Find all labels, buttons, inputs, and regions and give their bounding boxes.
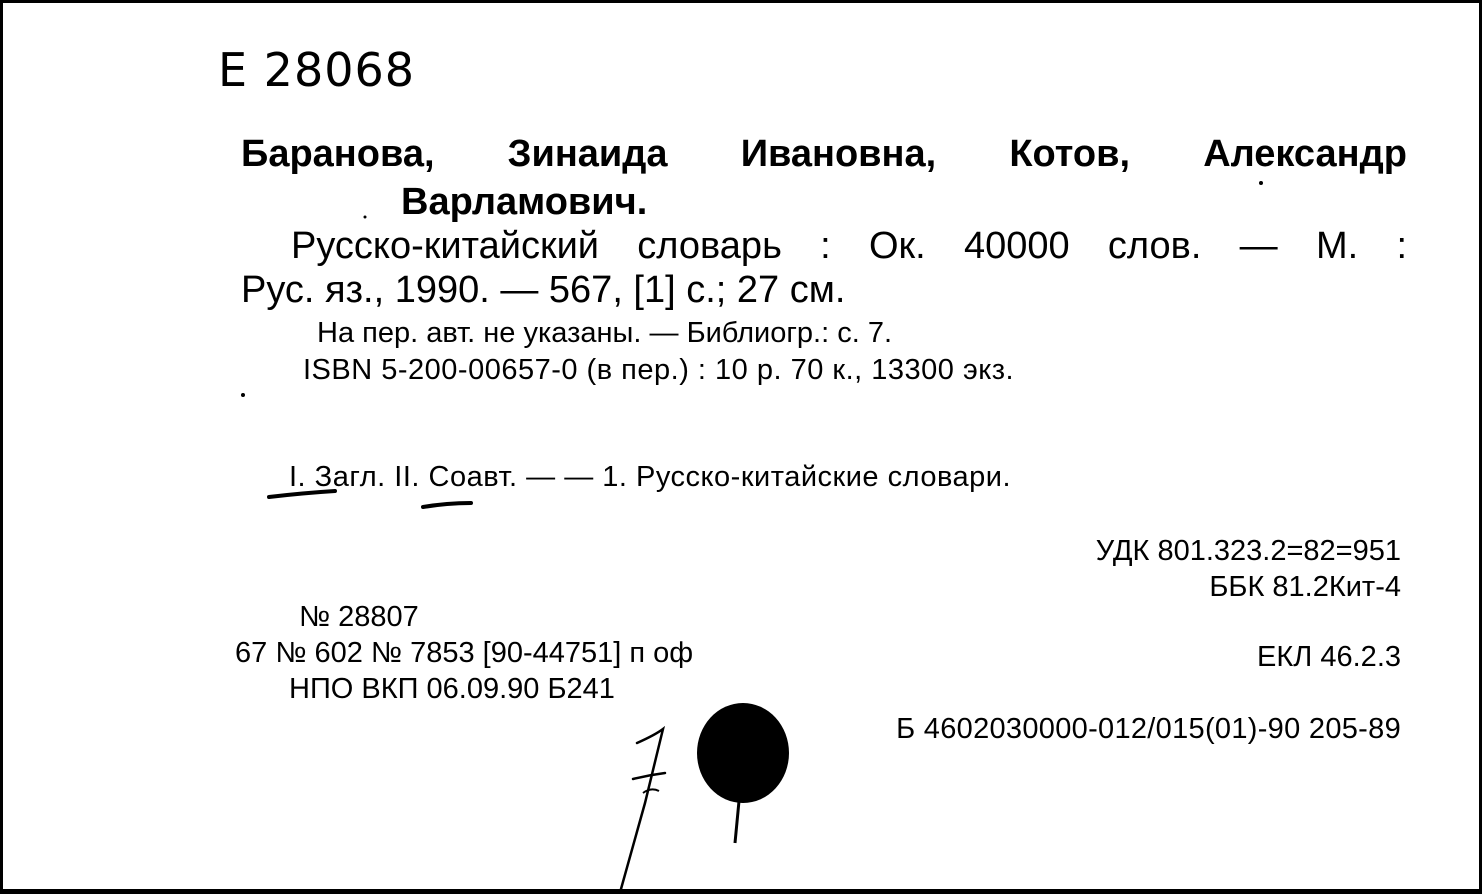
seven-flourish xyxy=(643,789,659,793)
title-line-2: Рус. яз., 1990. — 567, [1] с.; 27 см. xyxy=(241,269,846,311)
author-word: Зинаида xyxy=(507,133,668,175)
udk-code: УДК 801.323.2=82=951 xyxy=(1095,535,1401,567)
author-word: Баранова, xyxy=(241,133,435,175)
ink-speck xyxy=(241,393,245,397)
bbk-code: ББК 81.2Кит-4 xyxy=(1209,571,1401,603)
underline-mark-1 xyxy=(269,491,335,497)
authors-line-2: Варламович. xyxy=(401,181,648,223)
author-word: Ивановна, xyxy=(740,133,937,175)
ink-speck xyxy=(1259,181,1263,185)
tracings-line: I. Загл. II. Соавт. — — 1. Русско-китайские словари. xyxy=(289,461,1012,493)
print-info: 67 № 602 № 7853 [90-44751] п оф xyxy=(235,637,694,669)
isbn-line: ISBN 5-200-00657-0 (в пер.) : 10 р. 70 к., 13300 экз. xyxy=(303,354,1015,386)
author-word: Александр xyxy=(1203,133,1407,175)
seven-crossbar xyxy=(633,773,665,779)
note-line-1: На пер. авт. не указаны. — Библиогр.: с. 7. xyxy=(317,317,893,349)
handwritten-seven xyxy=(621,729,663,889)
title-line-1: Русско-китайский словарь : Ок. 40000 слов. — М. : xyxy=(291,225,1407,267)
ekl-code: ЕКЛ 46.2.3 xyxy=(1257,641,1401,673)
ink-speck xyxy=(364,216,367,219)
order-number: № 28807 xyxy=(299,601,419,633)
underline-mark-2 xyxy=(423,503,471,507)
inventory-number: Е 28068 xyxy=(218,43,416,97)
ink-drip xyxy=(735,801,739,843)
publisher-info: НПО ВКП 06.09.90 Б241 xyxy=(289,673,615,705)
classification-code: Б 4602030000-012/015(01)-90 205-89 xyxy=(896,713,1401,745)
ink-blot xyxy=(697,703,789,803)
author-word: Котов, xyxy=(1009,133,1131,175)
handwritten-marks xyxy=(3,3,1479,889)
